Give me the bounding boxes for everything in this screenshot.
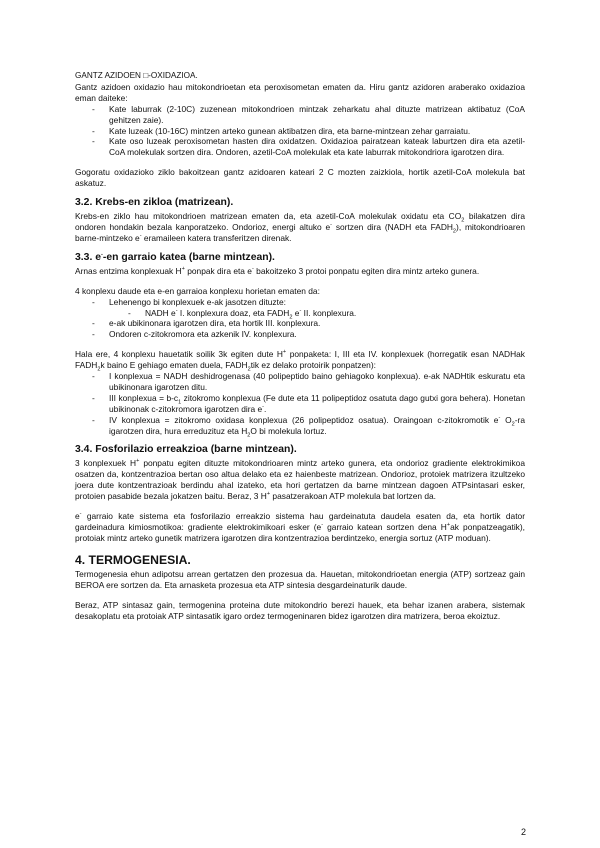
list-item: - III konplexua = $b-c_1$ zitokromo konplexua (Fe dute eta 11 polipeptidoz osatuta dago gutxi gora behera). Honetan ubikinonak c-zitokromora igarotzen dira e-. xyxy=(75,393,525,415)
list-item: - Kate luzeak (10-16C) mintzen arteko gunean aktibatzen dira, eta barne-mintzean zehar garraiatu. xyxy=(75,126,525,137)
list-item: - Lehenengo bi konplexuek e-ak jasotzen dituzte: xyxy=(75,297,525,308)
paragraph: Termogenesia ehun adipotsu arrean gertatzen den prozesua da. Hauetan, mitokondrioetan energia (ATP) sortzeaz gain BEROA ere sortzen da. Eta arnasketa prozesua eta ATP sintesia desgardeinaturik daude. xyxy=(75,568,525,590)
section-heading: 3.2. Krebs-en zikloa (matrizean). xyxy=(75,197,234,209)
list-item: - I konplexua = NADH deshidrogenasa (40 polipeptido baino gehiagoko konplexua). e-ak NADHtik eskuratu eta ubikinonara igarotzen ditu. xyxy=(75,371,525,393)
sub-list xyxy=(75,308,525,319)
paragraph: Krebs-en ziklo hau mitokondrioen matrizean ematen da, eta azetil-CoA molekulak oxidatu eta $CO_2$ bilakatzen dira ondoren hondakin bezala kanporatzeko. Ondorioz, energi altuko e- sortzen dira (NADH eta $FADH_2$), mitokondrioaren barne-mintzeko e- eramaileen katera transferitzen direnak. xyxy=(75,211,526,243)
paragraph: Gantz azidoen oxidazio hau mitokondrioetan eta peroxisometan ematen da. Hiru gantz azidoren araberako oxidazioa eman daiteke: xyxy=(75,81,525,103)
paragraph: 3 konplexuek H+ ponpatu egiten dituzte mitokondrioaren mintz arteko gunera, eta ondorioz gradiente elektrokimikoa osatzen da, kontzentrazioa bertan oso altua delako eta ez haienbeste matrizean. Ondorioz, protoiek matrizera itzultzeko joera dute kontzentrazioak berdindu ahal izateko, eta hori gertatzen da barne mintzean dagoen ATPsintasari esker, protoien pasabide bezala jokatzen baitu. Beraz, 3 H+ pasatzerakoan ATP molekula bat lortzen da. xyxy=(75,458,525,502)
list-item: - Kate laburrak (2-10C) zuzenean mitokondrioen mintzak zeharkatu ahal dituzte matrizean aktibatuz (CoA gehitzen zaie). xyxy=(75,104,525,126)
section-heading: 4. TERMOGENESIA. xyxy=(75,552,191,567)
list xyxy=(75,371,526,439)
paragraph: e- garraio kate sistema eta fosforilazio erreakzio sistema hau gardeinatuta daudela esaten da, eta hortik dator gardeinadura kimiosmotikoa: gradiente elektrokimikoari esker (e- garraio katean sortzen dena H+ak ponpatzeagatik), protoiak mintz arteko gunetik matrizera igarotzen dira kontzentrazioa berdintzeko, energia sortuz (ATP moduan). xyxy=(75,511,525,543)
paragraph: Hala ere, 4 konplexu hauetatik soilik 3k egiten dute H+ ponpaketa: I, III eta IV. konplexuek (horregatik esan NADHak $FADH_2k$ baino E gehiago ematen duela, $FADH_2tik$ ez delako protoirik ponpatzen): xyxy=(75,349,525,373)
section-heading: 3.4. Fosforilazio erreakzioa (barne mintzean). xyxy=(75,444,297,456)
page-number: 2 xyxy=(520,827,526,837)
list xyxy=(75,297,525,308)
paragraph: Beraz, ATP sintasaz gain, termogenina proteina dute mitokondrio berezi hauek, eta behar izanen arabera, sistemak desakoplatu eta protoiak ATP sintasatik igaro ordez termogeninaren bidez igarotzen dira matrizera, beroa ekoiztuz. xyxy=(75,599,525,621)
section-title-beta-oxidation: GANTZ AZIDOEN □-OXIDAZIOA. xyxy=(75,71,198,80)
paragraph: 4 konplexu daude eta e-en garraioa konplexu horietan ematen da: xyxy=(75,285,320,296)
paragraph: Arnas entzima konplexuak H+ ponpak dira eta e- bakoitzeko 3 protoi ponpatu egiten dira mintz arteko gunera. xyxy=(75,265,480,276)
list-item: - Ondoren c-zitokromora eta azkenik IV. konplexura. xyxy=(75,329,525,340)
paragraph: Gogoratu oxidazioko ziklo bakoitzean gantz azidoaren kateari 2 C mozten zaizkiola, hortik azetil-CoA molekula bat askatuz. xyxy=(75,167,525,189)
list-item: - Kate oso luzeak peroxisometan hasten dira oxidatzen. Oxidazioa pairatzean kateak laburtzen dira eta azetil-CoA molekulak sortzen dira. Ondoren, azetil-CoA molekulak eta kate laburrak mitokondriora igarotzen dira. xyxy=(75,136,525,158)
list-item: - NADH e- I. konplexura doaz, eta $FADH_2$ e- II. konplexura. xyxy=(75,308,525,319)
list xyxy=(75,318,525,340)
section-heading: 3.3. e--en garraio katea (barne mintzean). xyxy=(75,251,275,263)
list-item: - IV konplexua = zitokromo oxidasa konplexua (26 polipeptidoz osatua). Oraingoan c-zitokromotik e- $O_2-ra$ igarotzen dira, hura erreduzituz eta $H_2O$ bi molekula lortuz. xyxy=(75,415,525,437)
list xyxy=(75,104,525,159)
list-item: - e-ak ubikinonara igarotzen dira, eta hortik III. konplexura. xyxy=(75,318,525,329)
